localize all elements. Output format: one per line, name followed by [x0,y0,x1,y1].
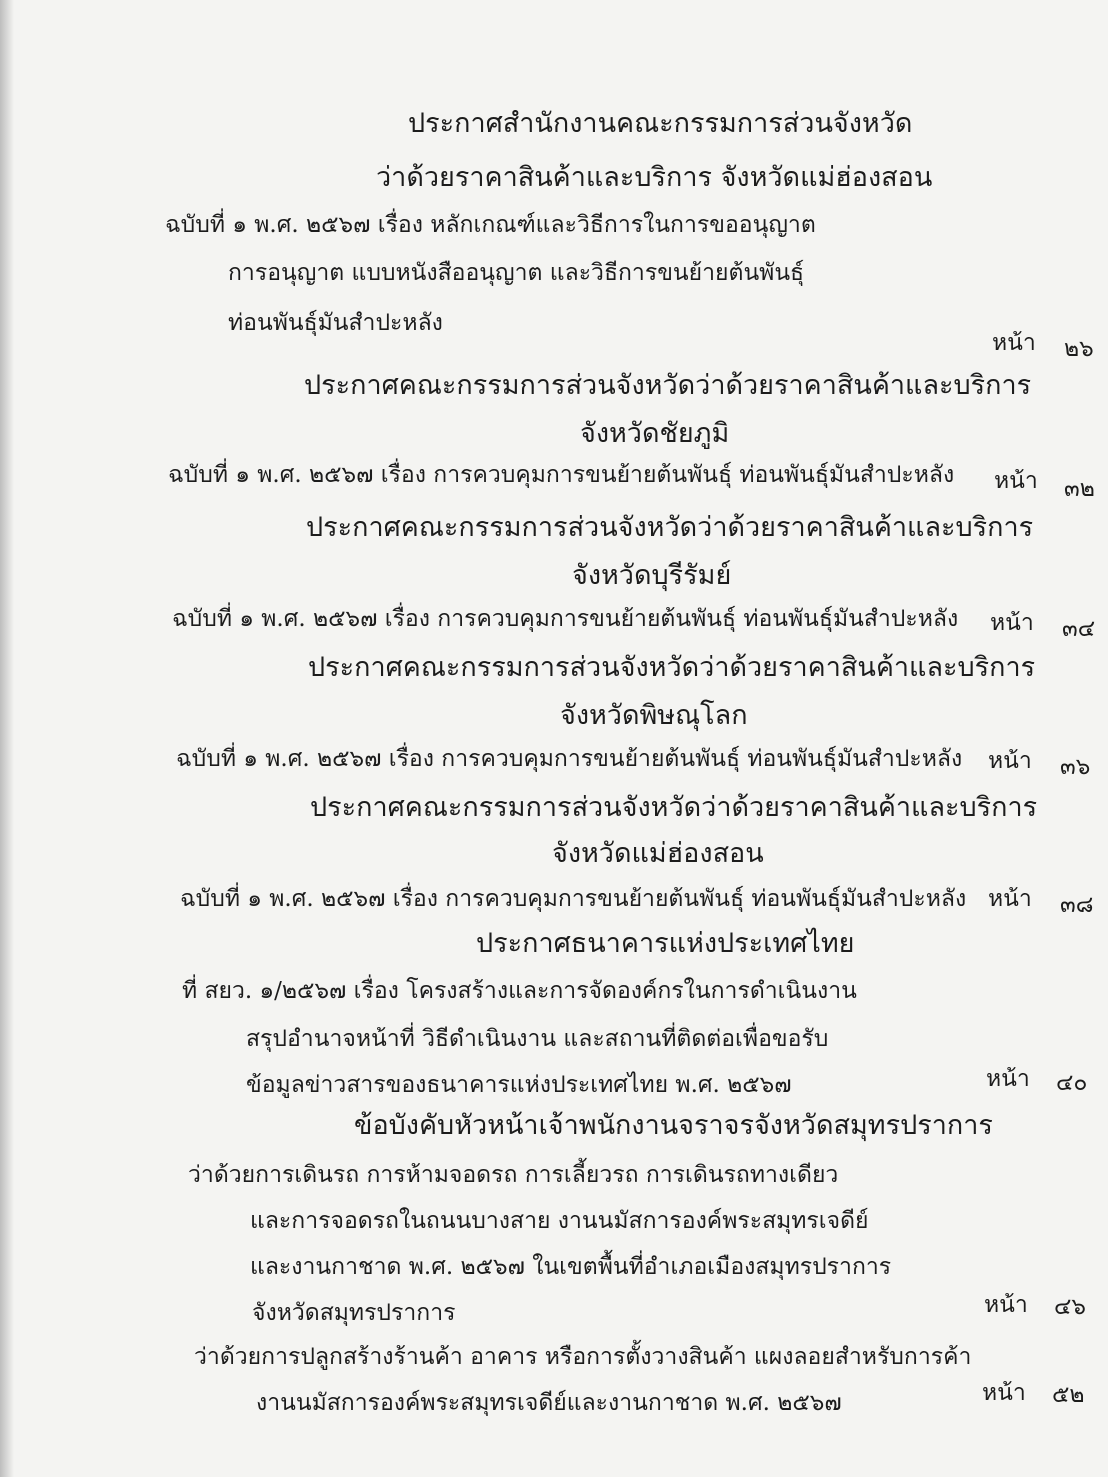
entry-line: ที่ สยว. ๑/๒๕๖๗ เรื่อง โครงสร้างและการจัดองค์กรในการดำเนินงาน [182,978,857,1004]
entry-line: และงานกาชาด พ.ศ. ๒๕๖๗ ในเขตพื้นที่อำเภอเมืองสมุทรปราการ [250,1254,892,1280]
page-label: หน้า [988,886,1032,912]
heading-line: ประกาศสำนักงานคณะกรรมการส่วนจังหวัด [408,108,913,139]
heading-line: ประกาศคณะกรรมการส่วนจังหวัดว่าด้วยราคาสินค้าและบริการ [306,512,1034,543]
page-number: ๓๘ [1060,892,1094,918]
page-label: หน้า [992,330,1036,356]
entry-line: การอนุญาต แบบหนังสืออนุญาต และวิธีการขนย้ายต้นพันธุ์ [228,260,805,286]
page-edge-shadow [0,0,14,1477]
page-number: ๒๖ [1064,336,1094,362]
page-label: หน้า [988,748,1032,774]
entry-line: ฉบับที่ ๑ พ.ศ. ๒๕๖๗ เรื่อง การควบคุมการขนย้ายต้นพันธุ์ ท่อนพันธุ์มันสำปะหลัง [180,886,967,912]
page-label: หน้า [994,468,1038,494]
page-label: หน้า [982,1380,1026,1406]
page-label: หน้า [986,1066,1030,1092]
entry-line: จังหวัดสมุทรปราการ [252,1300,456,1326]
page-number: ๔๐ [1056,1070,1088,1096]
entry-line: ว่าด้วยการเดินรถ การห้ามจอดรถ การเลี้ยวรถ การเดินรถทางเดียว [188,1162,839,1188]
entry-line: ข้อมูลข่าวสารของธนาคารแห่งประเทศไทย พ.ศ. ๒๕๖๗ [246,1072,792,1098]
heading-line: จังหวัดชัยภูมิ [580,418,730,449]
heading-line: ประกาศธนาคารแห่งประเทศไทย [476,928,855,959]
heading-line: ว่าด้วยราคาสินค้าและบริการ จังหวัดแม่ฮ่องสอน [376,162,933,193]
entry-line: สรุปอำนาจหน้าที่ วิธีดำเนินงาน และสถานที่ติดต่อเพื่อขอรับ [246,1026,829,1052]
heading-line: จังหวัดแม่ฮ่องสอน [552,838,764,869]
page-label: หน้า [990,610,1034,636]
page-number: ๓๔ [1062,616,1096,642]
entry-line: ฉบับที่ ๑ พ.ศ. ๒๕๖๗ เรื่อง การควบคุมการขนย้ายต้นพันธุ์ ท่อนพันธุ์มันสำปะหลัง [172,606,959,632]
heading-line: จังหวัดบุรีรัมย์ [572,560,732,591]
page-number: ๕๒ [1052,1382,1085,1408]
page-number: ๓๒ [1064,476,1095,502]
heading-line: ประกาศคณะกรรมการส่วนจังหวัดว่าด้วยราคาสินค้าและบริการ [304,370,1032,401]
page-label: หน้า [984,1292,1028,1318]
entry-line: ฉบับที่ ๑ พ.ศ. ๒๕๖๗ เรื่อง การควบคุมการขนย้ายต้นพันธุ์ ท่อนพันธุ์มันสำปะหลัง [168,462,955,488]
entry-line: ฉบับที่ ๑ พ.ศ. ๒๕๖๗ เรื่อง หลักเกณฑ์และวิธีการในการขออนุญาต [165,212,816,238]
entry-line: ฉบับที่ ๑ พ.ศ. ๒๕๖๗ เรื่อง การควบคุมการขนย้ายต้นพันธุ์ ท่อนพันธุ์มันสำปะหลัง [176,746,963,772]
heading-line: ประกาศคณะกรรมการส่วนจังหวัดว่าด้วยราคาสินค้าและบริการ [310,792,1038,823]
entry-line: ว่าด้วยการปลูกสร้างร้านค้า อาคาร หรือการตั้งวางสินค้า แผงลอยสำหรับการค้า [194,1344,972,1370]
heading-line: ข้อบังคับหัวหน้าเจ้าพนักงานจราจรจังหวัดสมุทรปราการ [354,1110,993,1141]
page-number: ๓๖ [1060,754,1091,780]
page-number: ๔๖ [1054,1294,1087,1320]
entry-line: งานนมัสการองค์พระสมุทรเจดีย์และงานกาชาด พ.ศ. ๒๕๖๗ [256,1390,842,1416]
entry-line: ท่อนพันธุ์มันสำปะหลัง [228,310,443,336]
heading-line: ประกาศคณะกรรมการส่วนจังหวัดว่าด้วยราคาสินค้าและบริการ [308,652,1036,683]
entry-line: และการจอดรถในถนนบางสาย งานนมัสการองค์พระสมุทรเจดีย์ [250,1208,869,1234]
heading-line: จังหวัดพิษณุโลก [560,700,748,731]
